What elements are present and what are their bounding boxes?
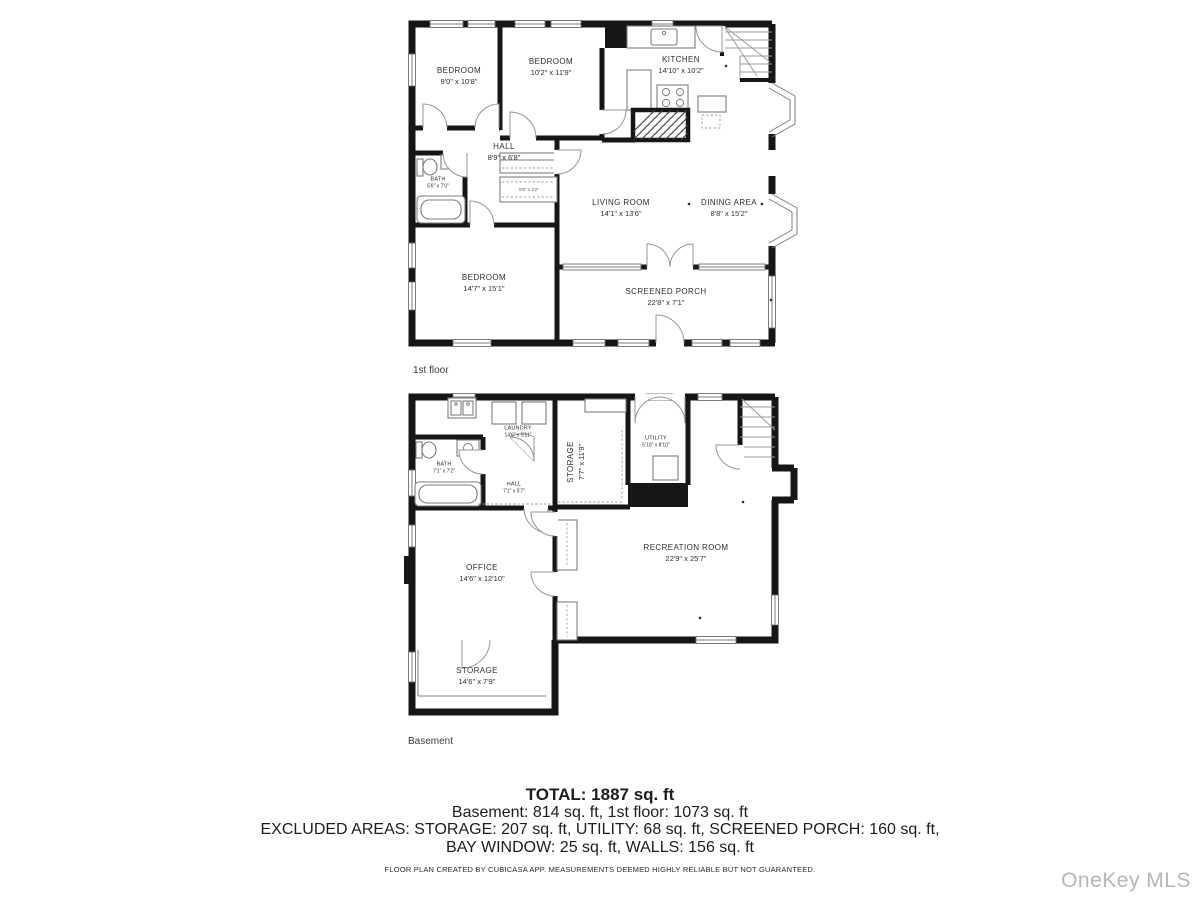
basement-plan bbox=[398, 390, 802, 720]
room-label-recreation-room: RECREATION ROOM 22'9" x 25'7" bbox=[643, 542, 729, 563]
room-label-storage-top: STORAGE 7'7" x 11'9" bbox=[565, 441, 586, 483]
floor-areas: Basement: 814 sq. ft, 1st floor: 1073 sq. ft bbox=[451, 803, 749, 821]
room-label-screened-porch: SCREENED PORCH 22'8" x 7'1" bbox=[625, 286, 707, 307]
room-label-basement-hall: HALL 7'1" x 5'7" bbox=[503, 481, 525, 495]
disclaimer: FLOOR PLAN CREATED BY CUBICASA APP. MEASUREMENTS DEEMED HIGHLY RELIABLE BUT NOT GUARANTEED. bbox=[384, 865, 816, 874]
room-label-office: OFFICE 14'6" x 12'10" bbox=[459, 562, 505, 583]
first-floor-stairs bbox=[722, 24, 772, 80]
onekey-mls-watermark: OneKey MLS bbox=[1061, 869, 1191, 892]
area-summary bbox=[0, 786, 1200, 874]
bay-windows bbox=[769, 83, 797, 248]
room-label-bedroom-2: BEDROOM 10'2" x 11'9" bbox=[528, 56, 574, 77]
basement-label: Basement bbox=[408, 736, 454, 747]
room-label-bath: BATH 5'6" x 7'0" bbox=[427, 176, 449, 190]
room-label-dining-area: DINING AREA 8'8" x 15'2" bbox=[701, 197, 757, 218]
left-wall-bump-out bbox=[404, 556, 413, 584]
toilet bbox=[417, 159, 423, 176]
room-label-laundry: LAUNDRY 14'6" x 5'11" bbox=[504, 425, 532, 439]
room-label-bedroom-3: BEDROOM 14'7" x 15'1" bbox=[461, 272, 507, 293]
total-area: TOTAL: 1887 sq. ft bbox=[525, 785, 675, 804]
stove bbox=[657, 85, 688, 110]
laundry-fixtures bbox=[448, 398, 546, 424]
room-label-hall: HALL 8'9" x 6'8" bbox=[487, 141, 521, 162]
excluded-areas-line-1: EXCLUDED AREAS: STORAGE: 207 sq. ft, UTILITY: 68 sq. ft, SCREENED PORCH: 160 sq. ft, bbox=[260, 821, 940, 838]
basement-chimney bbox=[628, 483, 688, 507]
toilet bbox=[416, 442, 422, 458]
washer bbox=[492, 402, 516, 424]
room-label-basement-bath: BATH 7'1" x 7'2" bbox=[433, 461, 455, 475]
first-floor-plan bbox=[405, 10, 805, 362]
room-label-utility: UTILITY 5'10" x 8'10" bbox=[642, 435, 670, 449]
water-heater bbox=[653, 456, 678, 480]
room-label-kitchen: KITCHEN 14'10" x 10'2" bbox=[658, 54, 704, 75]
excluded-areas-line-2: BAY WINDOW: 25 sq. ft, WALLS: 156 sq. ft bbox=[446, 838, 754, 856]
room-label-closet-dims: 5'6" x 2'2" bbox=[519, 187, 539, 193]
room-label-living-room: LIVING ROOM 14'1" x 13'6" bbox=[592, 197, 650, 218]
first-floor-label: 1st floor bbox=[413, 365, 449, 376]
dryer bbox=[522, 402, 546, 424]
basement-doors bbox=[459, 394, 743, 669]
room-label-bedroom-1: BEDROOM 9'0" x 10'8" bbox=[436, 65, 482, 86]
basement-stairs bbox=[740, 399, 775, 457]
room-label-storage-bottom: STORAGE 14'6" x 7'9" bbox=[456, 665, 498, 686]
first-floor-plan-svg bbox=[405, 10, 805, 355]
